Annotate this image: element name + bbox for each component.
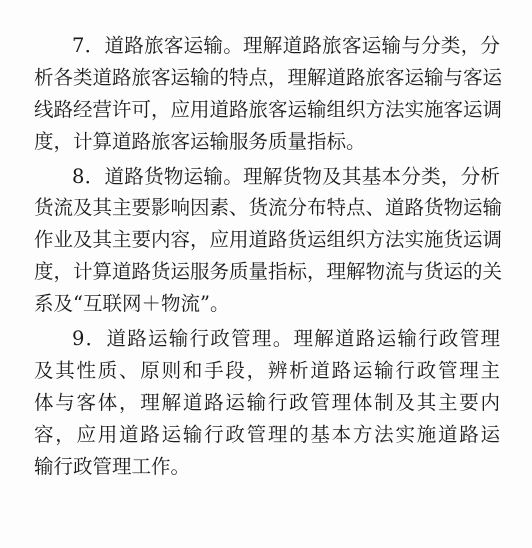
text-line: 线路经营许可，应用道路旅客运输组织方法实施客运调 [34, 97, 503, 121]
document-body [34, 30, 503, 485]
text-line: 8．道路货物运输。理解货物及其基本分类，分析 [72, 164, 500, 188]
paragraph-road-transport-administration [34, 323, 500, 482]
text-line: 货流及其主要影响因素、货流分布特点、道路货物运输 [34, 196, 503, 220]
text-line: 及其性质、原则和手段，辨析道路运输行政管理主 [34, 358, 500, 382]
text-line: 作业及其主要内容，应用道路货运组织方法实施货运调 [34, 228, 503, 252]
text-line: 7．道路旅客运输。理解道路旅客运输与分类，分 [72, 34, 500, 57]
text-line: 容，应用道路运输行政管理的基本方法实施道路运 [34, 422, 500, 446]
text-line: 系及“互联网＋物流”。 [34, 292, 230, 316]
text-line: 9．道路运输行政管理。理解道路运输行政管理 [72, 327, 500, 351]
paragraph-road-passenger-transport [34, 30, 503, 158]
text-line: 度，计算道路货运服务质量指标，理解物流与货运的关 [34, 260, 503, 284]
text-line: 度，计算道路旅客运输服务质量指标。 [34, 129, 366, 153]
paragraph-road-freight-transport [34, 161, 503, 320]
text-line: 输行政管理工作。 [34, 454, 191, 478]
text-line: 析各类道路旅客运输的特点，理解道路旅客运输与客运 [34, 65, 503, 89]
text-line: 体与客体，理解道路运输行政管理体制及其主要内 [34, 390, 500, 414]
